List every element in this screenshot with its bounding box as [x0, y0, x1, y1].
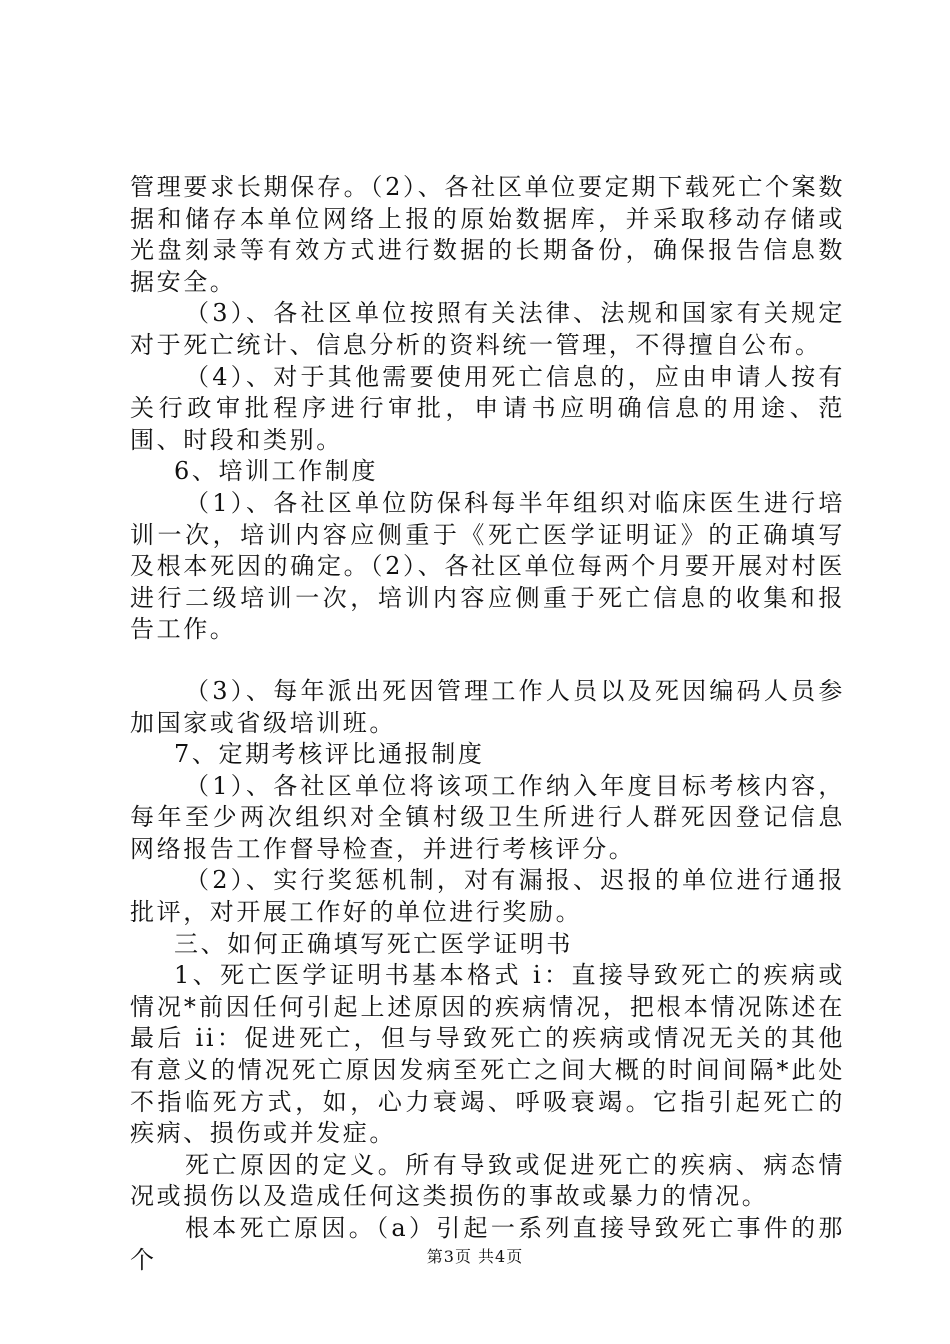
paragraph-assessment-1: （1）、各社区单位将该项工作纳入年度目标考核内容，每年至少两次组织对全镇村级卫生所进行人群死因登记信息网络报告工作督导检查，并进行考核评分。 — [130, 771, 845, 863]
paragraph-storage-backup: 管理要求长期保存。（2）、各社区单位要定期下载死亡个案数据和储存本单位网络上报的原始数据库，并采取移动存储或光盘刻录等有效方式进行数据的长期备份，确保报告信息数据安全。 — [130, 173, 845, 296]
section-heading-training: 6、培训工作制度 — [174, 457, 379, 486]
paragraph-assessment-2: （2）、实行奖惩机制，对有漏报、迟报的单位进行通报批评，对开展工作好的单位进行奖励。 — [130, 866, 845, 927]
paragraph-item-3-publication: （3）、各社区单位按照有关法律、法规和国家有关规定对于死亡统计、信息分析的资料统一管理，不得擅自公布。 — [130, 299, 845, 359]
paragraph-training-1-2: （1）、各社区单位防保科每半年组织对临床医生进行培训一次，培训内容应侧重于《死亡医学证明证》的正确填写及根本死因的确定。（2）、各社区单位每两个月要开展对村医进行二级培训一次，培训内容应侧重于死亡信息的收集和报告工作。 — [130, 488, 845, 644]
paragraph-training-3: （3）、每年派出死因管理工作人员以及死因编码人员参加国家或省级培训班。 — [130, 676, 845, 737]
section-heading-assessment: 7、定期考核评比通报制度 — [174, 740, 485, 769]
paragraph-cause-definition: 死亡原因的定义。所有导致或促进死亡的疾病、病态情况或损伤以及造成任何这类损伤的事故或暴力的情况。 — [130, 1150, 845, 1211]
paragraph-item-4-approval: （4）、对于其他需要使用死亡信息的，应由申请人按有关行政审批程序进行审批，申请书应明确信息的用途、范围、时段和类别。 — [130, 362, 845, 454]
page-number-footer: 第3页 共4页 — [426, 1247, 524, 1266]
paragraph-underlying-cause: 根本死亡原因。（a）引起一系列直接导致死亡事件的那个 — [130, 1214, 845, 1274]
section-heading-certificate: 三、如何正确填写死亡医学证明书 — [174, 929, 573, 958]
document-body — [130, 172, 845, 1276]
paragraph-certificate-format: 1、死亡医学证明书基本格式 i：直接导致死亡的疾病或情况*前因任何引起上述原因的疾病情况，把根本情况陈述在最后 ii：促进死亡，但与导致死亡的疾病或情况无关的其他有意义的情况死亡原因发病至死亡之间大概的时间间隔*此处不指临死方式，如，心力衰竭、呼吸衰竭。它指引起死亡的疾病、损伤或并发症。 — [130, 961, 845, 1148]
